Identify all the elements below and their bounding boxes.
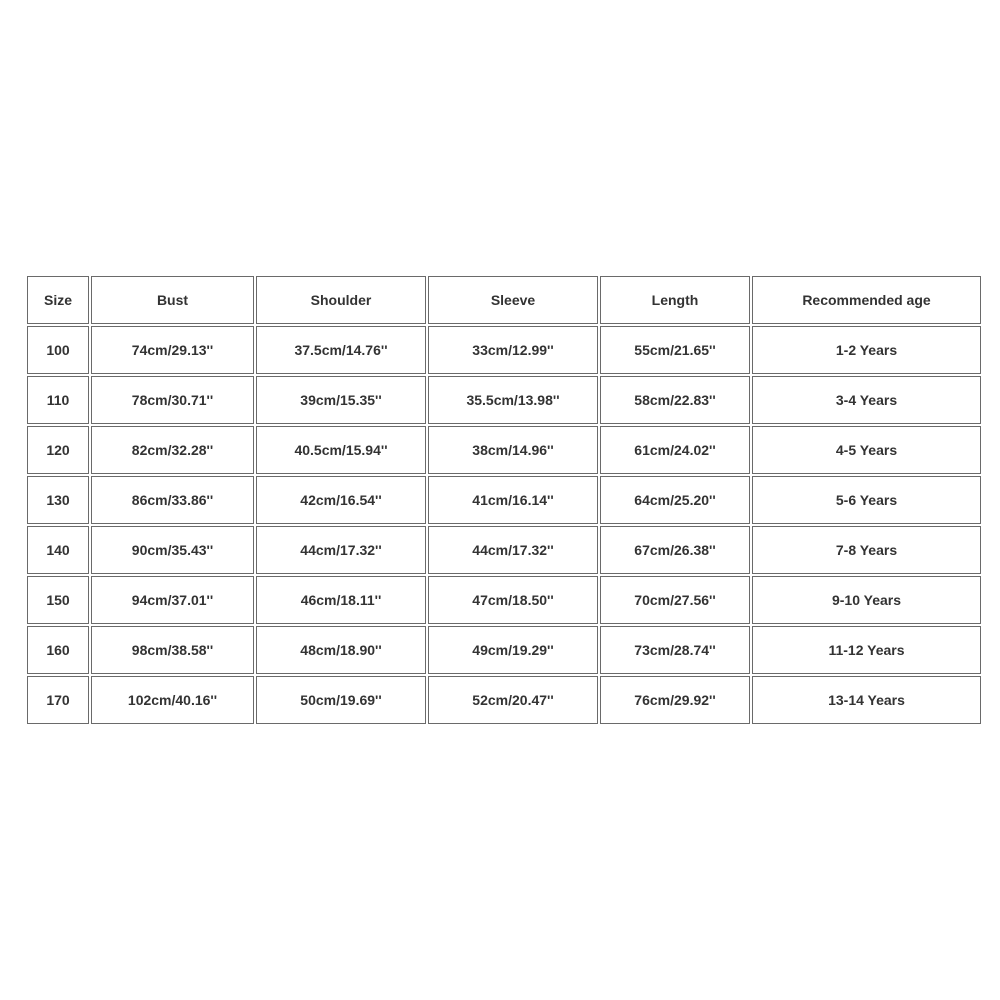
cell-bust: 102cm/40.16'' [91,676,254,724]
cell-size: 100 [27,326,89,374]
cell-sleeve: 41cm/16.14'' [428,476,598,524]
cell-sleeve: 49cm/19.29'' [428,626,598,674]
cell-bust: 86cm/33.86'' [91,476,254,524]
cell-size: 160 [27,626,89,674]
cell-length: 64cm/25.20'' [600,476,750,524]
cell-recommended-age: 3-4 Years [752,376,981,424]
cell-recommended-age: 7-8 Years [752,526,981,574]
table-row [27,376,981,424]
cell-size: 150 [27,576,89,624]
cell-shoulder: 37.5cm/14.76'' [256,326,426,374]
cell-length: 76cm/29.92'' [600,676,750,724]
cell-length: 67cm/26.38'' [600,526,750,574]
cell-bust: 94cm/37.01'' [91,576,254,624]
table-row [27,476,981,524]
cell-shoulder: 50cm/19.69'' [256,676,426,724]
cell-shoulder: 48cm/18.90'' [256,626,426,674]
cell-bust: 90cm/35.43'' [91,526,254,574]
table-row [27,576,981,624]
cell-recommended-age: 1-2 Years [752,326,981,374]
cell-size: 130 [27,476,89,524]
header-bust: Bust [91,276,254,324]
cell-length: 70cm/27.56'' [600,576,750,624]
cell-bust: 78cm/30.71'' [91,376,254,424]
header-shoulder: Shoulder [256,276,426,324]
cell-bust: 82cm/32.28'' [91,426,254,474]
table-row [27,526,981,574]
cell-shoulder: 39cm/15.35'' [256,376,426,424]
cell-shoulder: 42cm/16.54'' [256,476,426,524]
cell-length: 73cm/28.74'' [600,626,750,674]
table-row [27,626,981,674]
cell-recommended-age: 5-6 Years [752,476,981,524]
header-recommended-age: Recommended age [752,276,981,324]
cell-bust: 74cm/29.13'' [91,326,254,374]
cell-recommended-age: 13-14 Years [752,676,981,724]
cell-sleeve: 38cm/14.96'' [428,426,598,474]
cell-length: 61cm/24.02'' [600,426,750,474]
header-sleeve: Sleeve [428,276,598,324]
cell-shoulder: 46cm/18.11'' [256,576,426,624]
cell-length: 55cm/21.65'' [600,326,750,374]
cell-size: 140 [27,526,89,574]
header-length: Length [600,276,750,324]
cell-sleeve: 33cm/12.99'' [428,326,598,374]
cell-recommended-age: 4-5 Years [752,426,981,474]
cell-sleeve: 35.5cm/13.98'' [428,376,598,424]
size-chart-table [25,274,983,726]
cell-sleeve: 44cm/17.32'' [428,526,598,574]
cell-size: 110 [27,376,89,424]
cell-bust: 98cm/38.58'' [91,626,254,674]
table-row [27,426,981,474]
table-row [27,676,981,724]
cell-sleeve: 52cm/20.47'' [428,676,598,724]
table-row [27,326,981,374]
header-row [27,276,981,324]
cell-shoulder: 44cm/17.32'' [256,526,426,574]
cell-size: 120 [27,426,89,474]
cell-shoulder: 40.5cm/15.94'' [256,426,426,474]
cell-size: 170 [27,676,89,724]
cell-recommended-age: 11-12 Years [752,626,981,674]
cell-recommended-age: 9-10 Years [752,576,981,624]
header-size: Size [27,276,89,324]
cell-length: 58cm/22.83'' [600,376,750,424]
cell-sleeve: 47cm/18.50'' [428,576,598,624]
